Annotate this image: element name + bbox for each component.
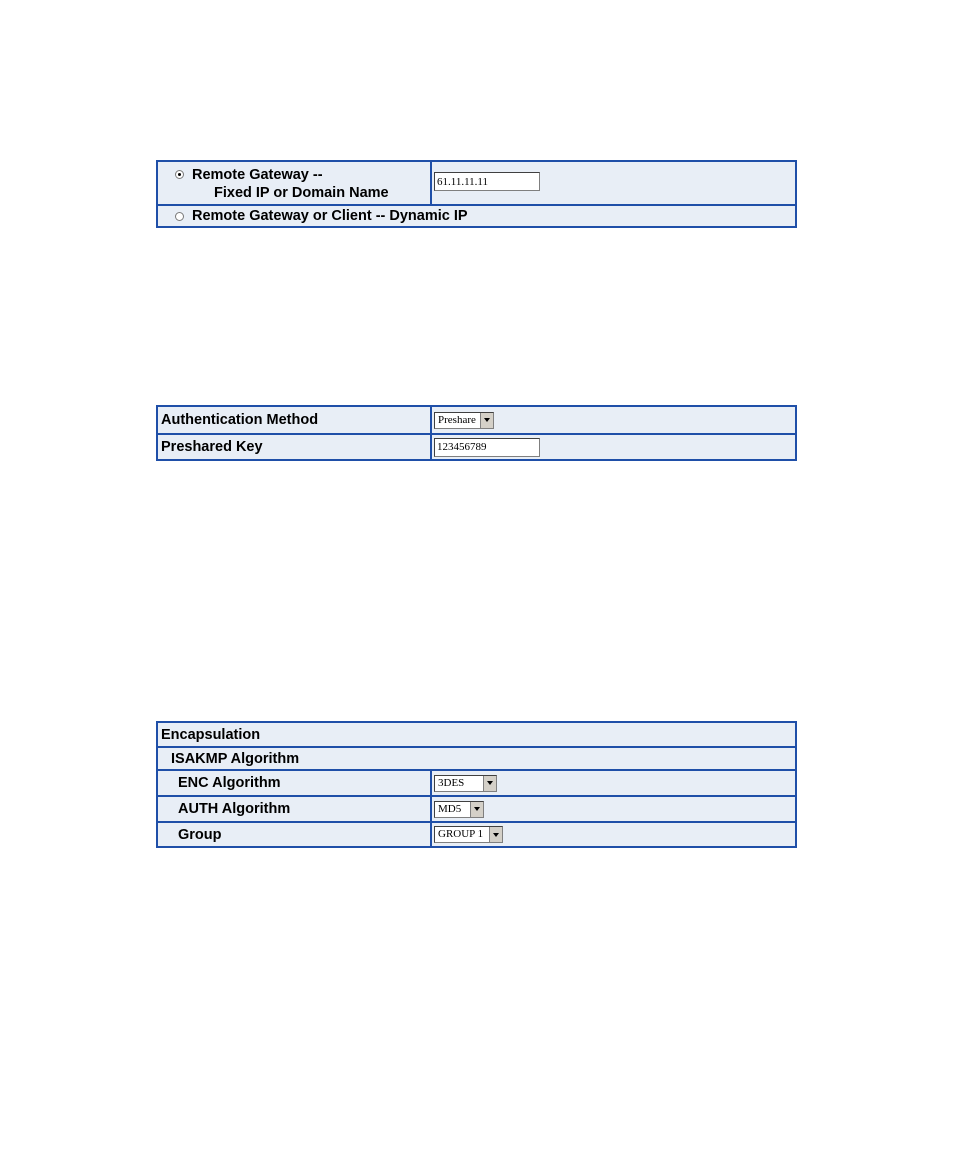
fixed-ip-label-line1: Remote Gateway -- [192,167,323,183]
encapsulation-header-row [158,723,795,746]
fixed-ip-radio-icon[interactable] [175,170,184,179]
auth-method-select[interactable] [434,412,494,429]
fixed-ip-label-line2: Fixed IP or Domain Name [214,185,389,201]
encapsulation-table [156,721,797,848]
enc-algorithm-cell [432,771,795,795]
group-cell [432,823,795,846]
auth-method-label: Authentication Method [158,407,432,433]
auth-algorithm-row [158,795,795,821]
fixed-ip-row [158,162,795,204]
dynamic-ip-label: Remote Gateway or Client -- Dynamic IP [192,208,468,224]
dynamic-ip-row [158,204,795,226]
enc-algorithm-value: 3DES [438,776,465,789]
encapsulation-header: Encapsulation [161,726,261,743]
dropdown-arrow-icon[interactable] [470,802,483,817]
group-row [158,821,795,846]
remote-gateway-ip-input[interactable] [434,172,540,191]
isakmp-header: ISAKMP Algorithm [171,750,300,767]
auth-algorithm-value: MD5 [438,802,462,815]
auth-method-value: Preshare [438,413,476,426]
authentication-table [156,405,797,461]
auth-algorithm-cell [432,797,795,821]
dropdown-arrow-icon[interactable] [483,776,496,791]
auth-algorithm-select[interactable] [434,801,484,818]
dynamic-ip-radio-icon[interactable] [175,212,184,221]
group-label: Group [158,823,432,846]
fixed-ip-label-cell [158,162,432,204]
auth-method-cell [432,407,795,433]
preshared-key-input[interactable] [434,438,540,457]
enc-algorithm-select[interactable] [434,775,497,792]
fixed-ip-value-cell [432,162,795,204]
enc-algorithm-row [158,769,795,795]
group-value: GROUP 1 [438,828,484,840]
isakmp-header-row [158,746,795,769]
preshared-key-label: Preshared Key [158,435,432,459]
auth-algorithm-label: AUTH Algorithm [158,797,432,821]
remote-gateway-table [156,160,797,228]
dynamic-ip-cell [158,206,795,226]
group-select[interactable] [434,826,503,843]
fixed-ip-label [192,166,389,202]
preshared-key-cell [432,435,795,459]
preshared-key-row [158,433,795,459]
dropdown-arrow-icon[interactable] [489,827,502,842]
dropdown-arrow-icon[interactable] [480,413,493,428]
auth-method-row [158,407,795,433]
enc-algorithm-label: ENC Algorithm [158,771,432,795]
